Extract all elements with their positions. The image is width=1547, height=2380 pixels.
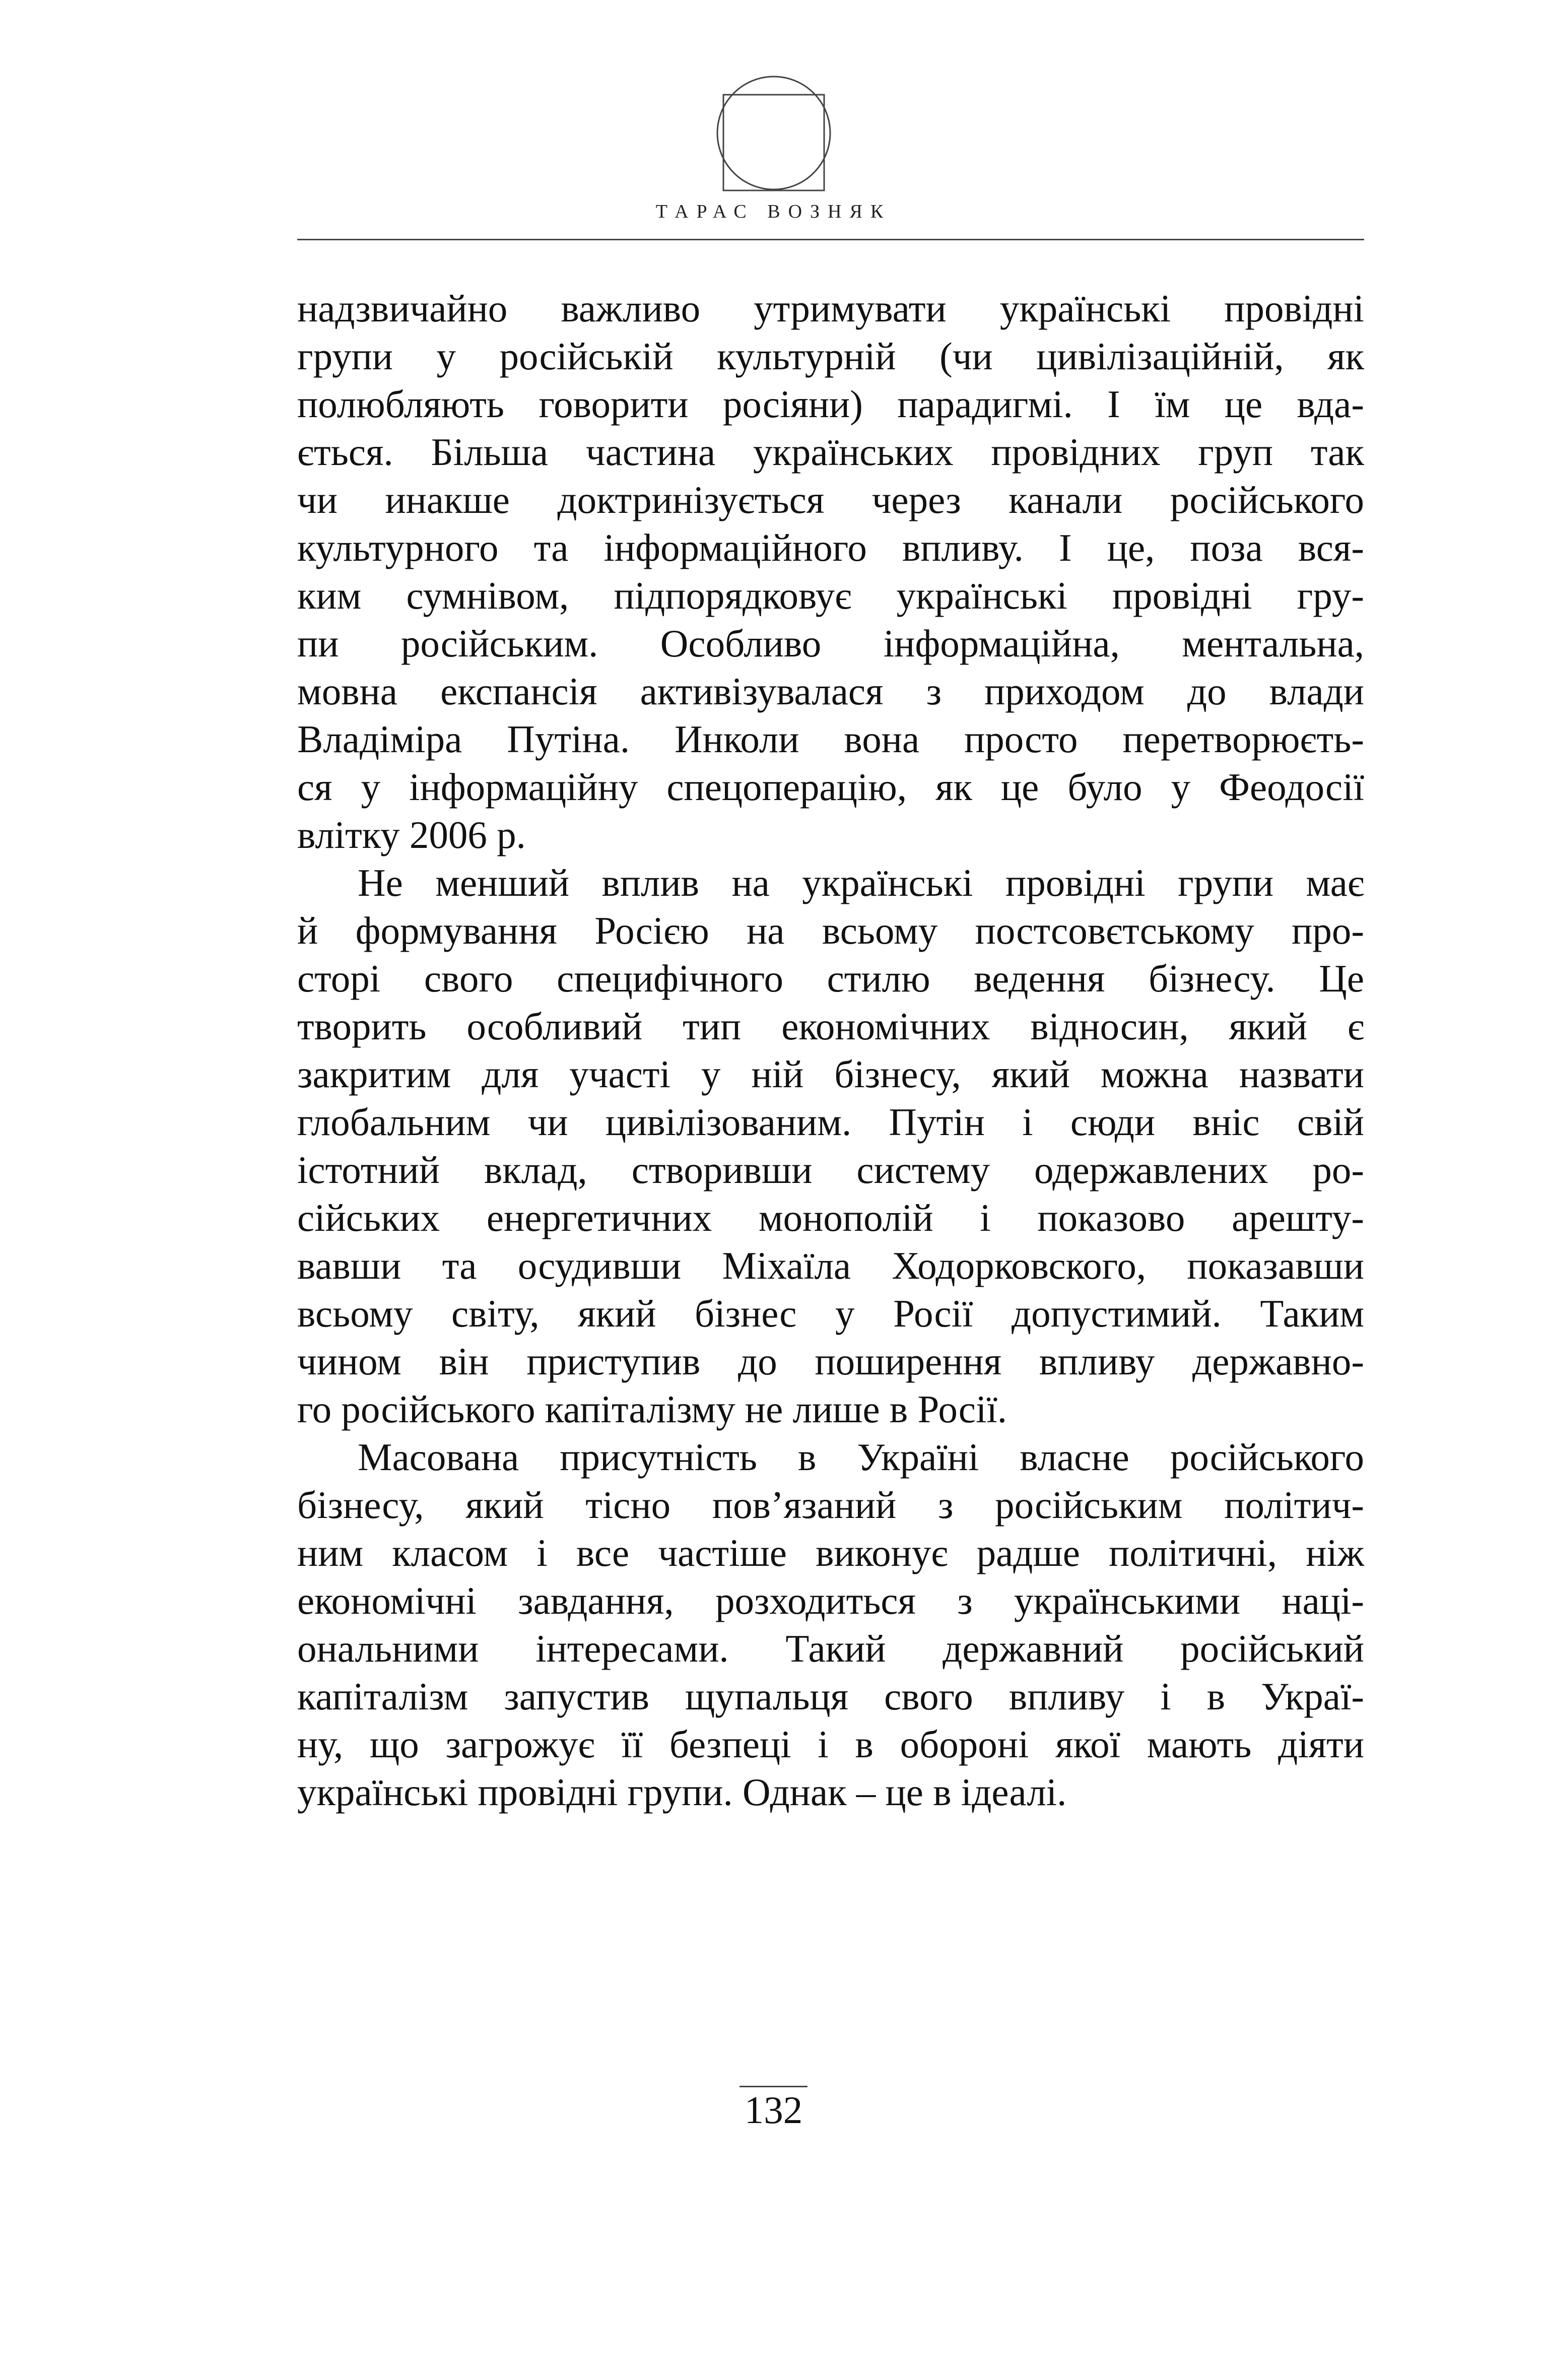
paragraph: [297, 285, 1364, 859]
text-line: влітку 2006 р.: [297, 813, 526, 856]
text-line: групи у російській культурній (чи цивілізаційній, як: [297, 335, 1364, 378]
text-line: ну, що загрожує її безпеці і в обороні якої мають діяти: [297, 1723, 1364, 1766]
paragraph: [297, 859, 1364, 1433]
text-line: закритим для участі у ній бізнесу, який можна назвати: [297, 1052, 1364, 1096]
text-line: Масована присутність в Україні власне російського: [358, 1435, 1364, 1479]
text-line: Не менший вплив на українські провідні групи має: [358, 861, 1364, 904]
text-line: ся у інформаційну спецоперацію, як це було у Феодосії: [297, 765, 1364, 809]
text-line: го російського капіталізму не лише в Росії.: [297, 1387, 1007, 1431]
header-divider: [297, 239, 1364, 240]
text-line: надзвичайно важливо утримувати українські провідні: [297, 287, 1364, 330]
text-line: глобальним чи цивілізованим. Путін і сюди вніс свій: [297, 1100, 1364, 1144]
text-line: українські провідні групи. Однак – це в ідеалі.: [297, 1770, 1067, 1814]
text-line: капіталізм запустив щупальця свого впливу і в Украї-: [297, 1675, 1364, 1718]
text-line: всьому світу, який бізнес у Росії допустимий. Таким: [297, 1292, 1364, 1335]
text-line: полюбляють говорити росіяни) парадигмі. І їм це вда-: [297, 382, 1364, 426]
page-number: 132: [739, 2086, 808, 2133]
text-line: ональними інтересами. Такий державний російський: [297, 1627, 1364, 1670]
text-line: бізнесу, який тісно пов’язаний з російським політич-: [297, 1483, 1364, 1527]
circle-square-emblem-icon: [715, 74, 833, 192]
text-line: сторі свого специфічного стилю ведення бізнесу. Це: [297, 957, 1364, 1000]
text-line: культурного та інформаційного впливу. І це, поза вся-: [297, 526, 1364, 569]
text-line: ким сумнівом, підпорядковує українські провідні гру-: [297, 574, 1364, 617]
paragraph: [297, 1433, 1364, 1816]
text-line: творить особливий тип економічних відносин, який є: [297, 1005, 1364, 1048]
text-line: мовна експансія активізувалася з приходом до влади: [297, 670, 1364, 713]
text-line: ється. Більша частина українських провідних груп так: [297, 430, 1364, 474]
text-line: сійських енергетичних монополій і показово арешту-: [297, 1196, 1364, 1239]
running-header-author: ТАРАС ВОЗНЯК: [655, 201, 892, 222]
text-line: пи російським. Особливо інформаційна, ментальна,: [297, 622, 1364, 665]
text-line: чи инакше доктринізується через канали російського: [297, 478, 1364, 521]
text-line: Владіміра Путіна. Инколи вона просто перетворюєть-: [297, 717, 1364, 761]
text-line: ним класом і все частіше виконує радше політичні, ніж: [297, 1531, 1364, 1574]
page-body-text: [297, 285, 1364, 1816]
text-line: істотний вклад, створивши систему одержавлених ро-: [297, 1148, 1364, 1192]
page-number-container: [0, 2086, 1547, 2133]
text-line: й формування Росією на всьому постсовєтському про-: [297, 909, 1364, 952]
text-line: вавши та осудивши Міхаїла Ходорковского, показавши: [297, 1244, 1364, 1287]
text-line: економічні завдання, розходиться з українськими наці-: [297, 1579, 1364, 1622]
text-line: чином він приступив до поширення впливу державно-: [297, 1340, 1364, 1383]
